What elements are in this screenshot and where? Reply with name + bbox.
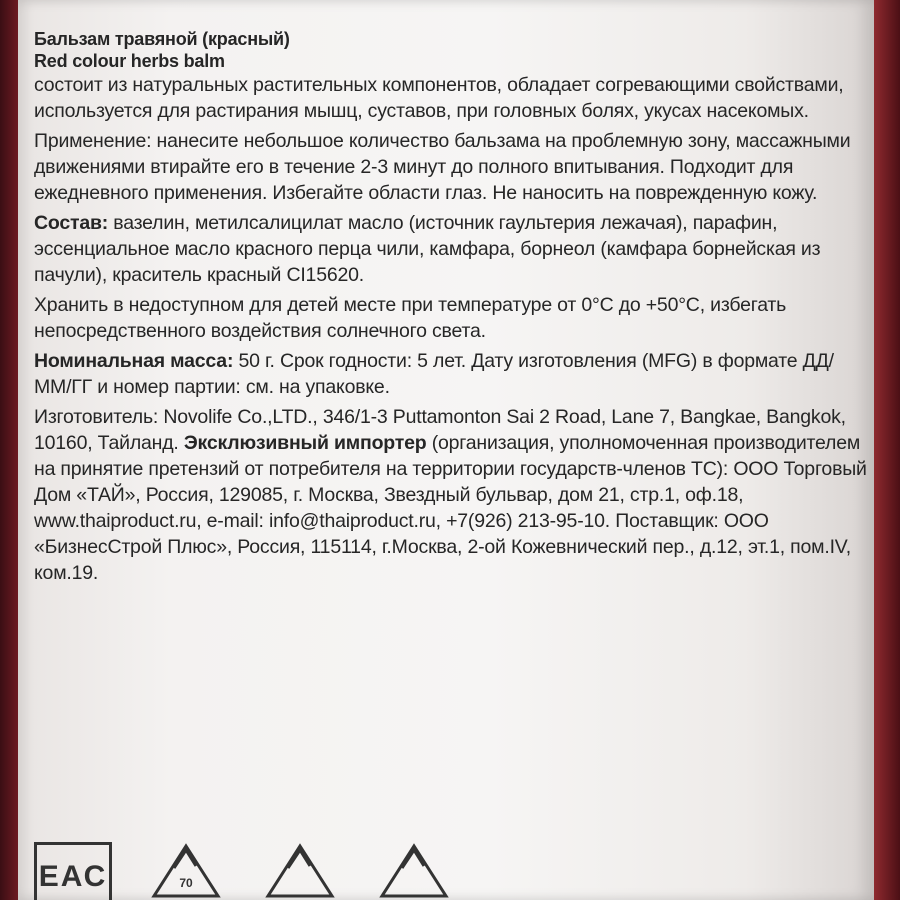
importer-label: Эксклюзивный импортер	[183, 432, 427, 454]
composition	[34, 210, 870, 288]
storage-text: Хранить в недоступном для детей месте при температуре от 0°С до +50°С, избегать непосредственного воздействия солнечного света.	[34, 294, 787, 342]
usage-text: Применение: нанесите небольшое количество бальзама на проблемную зону, массажными движениями втирайте его в течение 2-3 минут до полного впитывания. Подходит для ежедневного применения. Избегайте области глаз. Не наносить на поврежденную кожу.	[34, 130, 851, 204]
recycle-icon	[260, 840, 340, 900]
mass-label: Номинальная масса:	[34, 350, 234, 372]
eac-mark: ЕАС	[34, 842, 112, 900]
title-ru: Бальзам травяной (красный)	[34, 29, 290, 49]
recycle-code: 70	[179, 876, 193, 890]
mass	[34, 348, 870, 400]
composition-label: Состав:	[34, 212, 109, 234]
certification-marks	[34, 838, 494, 900]
recycle-icon	[146, 840, 226, 900]
composition-text: вазелин, метилсалицилат масло (источник гаультерия лежачая), парафин, эссенциальное масло красного перца чили, камфара, борнеол (камфара борнейская из пачули), краситель красный CI15620.	[34, 212, 821, 286]
title-en: Red colour herbs balm	[34, 51, 225, 71]
manufacturer	[34, 404, 870, 586]
mass-text: 50 г. Срок годности: 5 лет. Дату изготовления (MFG) в формате ДД/ММ/ГГ и номер партии: см. на упаковке.	[34, 350, 834, 398]
recycle-icon	[374, 840, 454, 900]
manufacturer-prefix: Изготовитель: Novolife Co.,LTD., 346/1-3 Puttamonton Sai 2 Road, Lane 7, Bangkae, Bangkok, 10160, Тайланд.	[34, 406, 846, 454]
manufacturer-suffix: (организация, уполномоченная производителем на принятие претензий от потребителя на территории государств-членов ТС): ООО Торговый Дом «ТАЙ», Россия, 129085, г. Москва, Звездный бульвар, дом 21, стр.1, оф.18, www.thaiproduct.ru, e-mail: info@thaiproduct.ru, +7(926) 213-95-10. Поставщик: ООО «БизнесСтрой Плюс», Россия, 115114, г.Москва, 2-ой Кожевнический пер., д.12, эт.1, пом.IV, ком.19.	[34, 432, 867, 584]
label-text	[34, 28, 870, 586]
description: состоит из натуральных растительных компонентов, обладает согревающими свойствами, используется для растирания мышц, суставов, при головных болях, укусах насекомых.	[34, 74, 844, 122]
